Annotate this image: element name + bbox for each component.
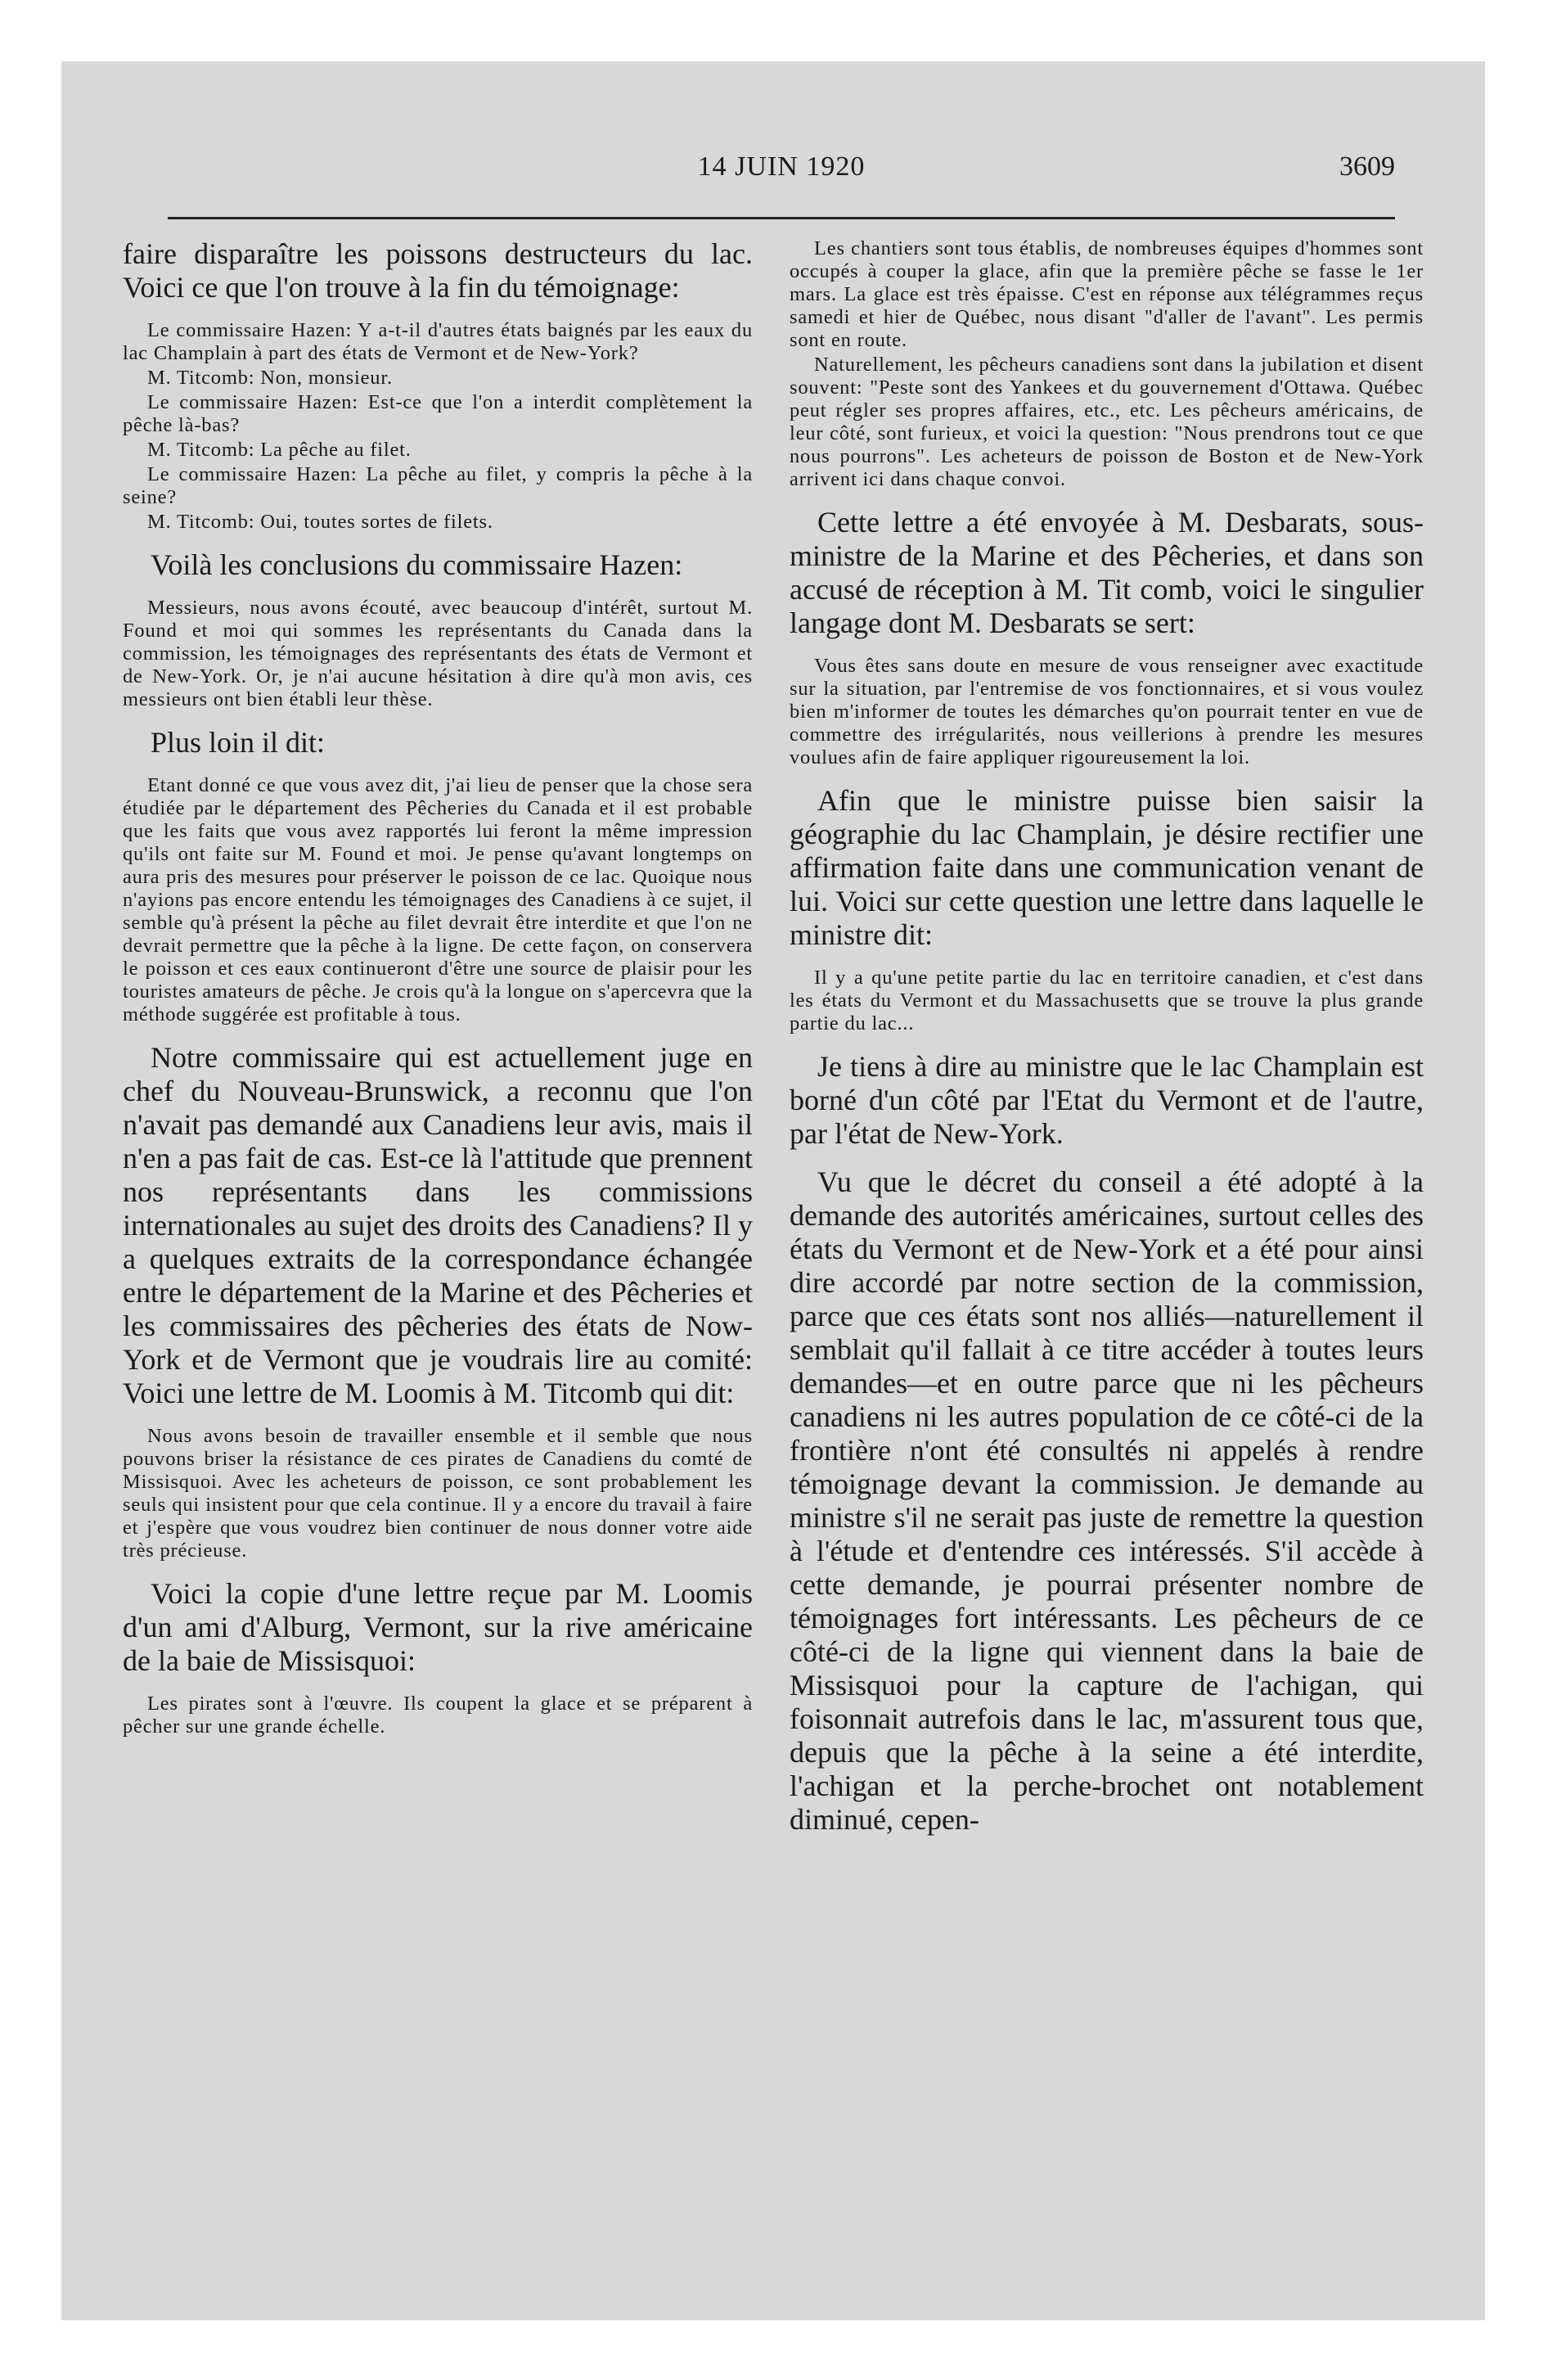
header-date: 14 JUIN 1920 (697, 151, 866, 182)
header-rule (168, 217, 1395, 219)
quote-text: Etant donné ce que vous avez dit, j'ai lieu de penser que la chose sera étudiée par le département des Pêcheries du Canada et il est probable que les faits que vous avez rapportés lui feront la même impression qu'ils ont faite sur M. Found et moi. Je pense qu'avant longtemps on aura pris des mesures pour préserver le poisson de ce lac. Quoique nous n'ayions pas encore entendu les témoignages des Canadiens à ce sujet, il semble qu'à présent la pêche au filet devrait être interdite et que l'on ne devrait permettre que la pêche à la ligne. De cette façon, on conservera le poisson et ces eaux continueront d'être une source de plaisir pour les touristes amateurs de pêche. Je crois qu'à la longue on s'apercevra que la méthode suggérée est profitable à tous. (123, 774, 753, 1025)
quote (123, 774, 753, 1026)
quote-text: Les pirates sont à l'œuvre. Ils coupent la glace et se préparent à pêcher sur une grande échelle. (123, 1693, 753, 1738)
quote-line: M. Titcomb: Non, monsieur. (147, 367, 393, 389)
paragraph: Je tiens à dire au ministre que le lac Champlain est borné d'un côté par l'Etat du Vermont et de l'autre, par l'état de New-York. (790, 1050, 1424, 1150)
quote (123, 1693, 753, 1738)
paragraph: Voilà les conclusions du commissaire Hazen: (151, 548, 683, 581)
document-page (61, 61, 1485, 2320)
page-number: 3609 (1339, 151, 1395, 182)
left-column (123, 237, 753, 1743)
quote (123, 597, 753, 711)
quote (123, 1425, 753, 1562)
quote (790, 967, 1424, 1035)
quote (790, 237, 1424, 491)
paragraph: Afin que le ministre puisse bien saisir la géographie du lac Champlain, je désire rectifier une affirmation faite dans une communication venant de lui. Voici sur cette question une lettre dans laquelle le ministre dit: (790, 784, 1424, 951)
quote-text: Il y a qu'une petite partie du lac en territoire canadien, et c'est dans les états du Vermont et du Massachusetts que se trouve la plus grande partie du lac... (790, 967, 1424, 1034)
paragraph: faire disparaître les poissons destructeurs du lac. Voici ce que l'on trouve à la fin du témoignage: (123, 237, 753, 304)
quote-line: Le commissaire Hazen: Y a-t-il d'autres états baignés par les eaux du lac Champlain à part des états de Vermont et de New-York? (123, 319, 753, 364)
quote-line: M. Titcomb: Oui, toutes sortes de filets. (147, 511, 493, 533)
testimony-quote (123, 319, 753, 534)
paragraph: Voici la copie d'une lettre reçue par M. Loomis d'un ami d'Alburg, Vermont, sur la rive américaine de la baie de Missisquoi: (123, 1577, 753, 1677)
paragraph: Notre commissaire qui est actuellement juge en chef du Nouveau-Brunswick, a reconnu que l'on n'avait pas demandé aux Canadiens leur avis, mais il n'en a pas fait de cas. Est-ce là l'attitude que prennent nos représentants dans les commissions internationales au sujet des droits des Canadiens? Il y a quelques extraits de la correspondance échangée entre le département de la Marine et des Pêcheries et les commissaires des pêcheries des états de Now-York et de Vermont que je voudrais lire au comité: Voici une lettre de M. Loomis à M. Titcomb qui dit: (123, 1041, 753, 1409)
quote-text: Nous avons besoin de travailler ensemble et il semble que nous pouvons briser la résistance de ces pirates de Canadiens du comté de Missisquoi. Avec les acheteurs de poisson, ce sont probablement les seuls qui insistent pour que cela continue. Il y a encore du travail à faire et j'espère que vous voudrez bien continuer de nous donner votre aide très précieuse. (123, 1425, 753, 1562)
quote-text: Naturellement, les pêcheurs canadiens sont dans la jubilation et disent souvent: "Peste sont des Yankees et du gouvernement d'Ottawa. Québec peut régler ses propres affaires, etc., etc. Les pêcheurs américains, de leur côté, sont furieux, et voici la question: "Nous prendrons tout ce que nous pourrons". Les acheteurs de poisson de Boston et de New-York arrivent ici dans chaque convoi. (790, 354, 1424, 490)
quote-line: M. Titcomb: La pêche au filet. (147, 439, 412, 461)
paragraph: Vu que le décret du conseil a été adopté à la demande des autorités américaines, surtout celles des états du Vermont et de New-York et a été pour ainsi dire accordé par notre section de la commission, parce que ces états sont nos alliés—naturellement il semblait qu'il fallait à ce titre accéder à toutes leurs demandes—et en outre parce que ni les pêcheurs canadiens ni les autres population de ce côté-ci de la frontière n'ont été consultés ni appelés à rendre témoignage devant la commission. Je demande au ministre s'il ne serait pas juste de remettre la question à l'étude et d'entendre ces intéressés. S'il accède à cette demande, je pourrai présenter nombre de témoignages fort intéressants. Les pêcheurs de ce côté-ci de la ligne qui viennent dans la baie de Missisquoi pour la capture de l'achigan, qui foisonnait autrefois dans le lac, m'assurent tous que, depuis que la pêche à la seine a été interdite, l'achigan et la perche-brochet ont notablement diminué, cepen- (790, 1165, 1424, 1836)
paragraph: Plus loin il dit: (151, 726, 326, 759)
right-column (790, 237, 1424, 1837)
quote (790, 655, 1424, 769)
page-header (168, 151, 1395, 192)
paragraph: Cette lettre a été envoyée à M. Desbarats, sous-ministre de la Marine et des Pêcheries, et dans son accusé de réception à M. Tit comb, voici le singulier langage dont M. Desbarats se sert: (790, 506, 1424, 639)
quote-text: Les chantiers sont tous établis, de nombreuses équipes d'hommes sont occupés à couper la glace, afin que la première pêche se fasse le 1er mars. La glace est très épaisse. C'est en réponse aux télégrammes reçus samedi et hier de Québec, nous disant "d'aller de l'avant". Les permis sont en route. (790, 237, 1424, 351)
quote-text: Messieurs, nous avons écouté, avec beaucoup d'intérêt, surtout M. Found et moi qui sommes les représentants du Canada dans la commission, les témoignages des représentants des états de Vermont et de New-York. Or, je n'ai aucune hésitation à dire qu'à mon avis, ces messieurs ont bien établi leur thèse. (123, 597, 753, 710)
quote-text: Vous êtes sans doute en mesure de vous renseigner avec exactitude sur la situation, par l'entremise de vos fonctionnaires, et si vous voulez bien m'informer de toutes les démarches qu'on pourrait tenter en vue de commettre des irrégularités, nous veillerions à prendre les mesures voulues afin de faire appliquer rigoureusement la loi. (790, 655, 1424, 769)
quote-line: Le commissaire Hazen: La pêche au filet, y compris la pêche à la seine? (123, 463, 753, 508)
quote-line: Le commissaire Hazen: Est-ce que l'on a interdit complètement la pêche là-bas? (123, 391, 753, 436)
